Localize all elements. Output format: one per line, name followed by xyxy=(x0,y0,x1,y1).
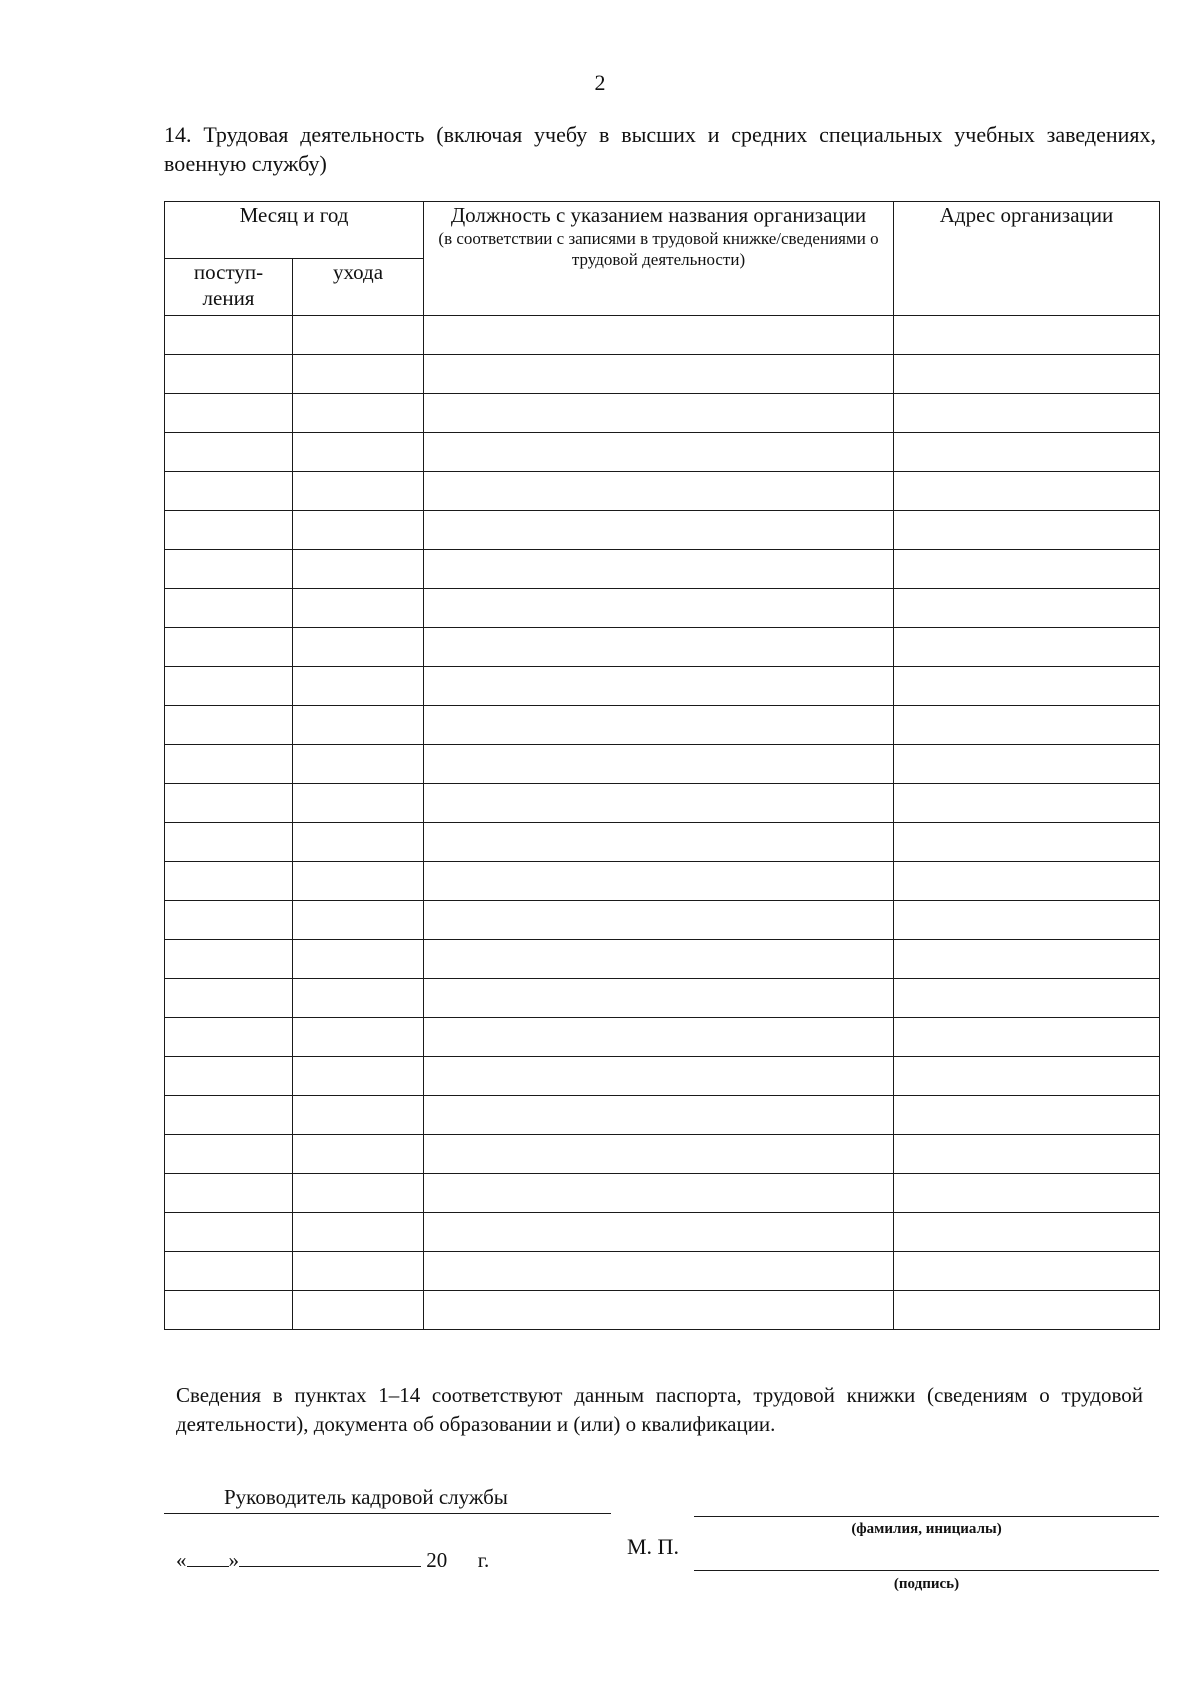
cell-position[interactable] xyxy=(424,1057,894,1096)
section-title: 14. Трудовая деятельность (включая учебу в высших и средних специальных учебных заведениях, военную службу) xyxy=(164,122,1156,176)
cell-address[interactable] xyxy=(894,745,1160,784)
cell-start[interactable] xyxy=(165,472,293,511)
cell-address[interactable] xyxy=(894,979,1160,1018)
table-row xyxy=(165,745,1160,784)
cell-start[interactable] xyxy=(165,1096,293,1135)
cell-end[interactable] xyxy=(293,433,424,472)
table-row xyxy=(165,901,1160,940)
cell-position[interactable] xyxy=(424,823,894,862)
cell-address[interactable] xyxy=(894,1213,1160,1252)
date-day-blank[interactable] xyxy=(187,1546,229,1567)
table-row xyxy=(165,862,1160,901)
cell-position[interactable] xyxy=(424,784,894,823)
verification-statement: Сведения в пунктах 1–14 соответствуют данным паспорта, трудовой книжки (сведениям о трудовой деятельности), документа об образовании и (или) о квалификации. xyxy=(176,1383,1143,1436)
cell-address[interactable] xyxy=(894,589,1160,628)
cell-address[interactable] xyxy=(894,862,1160,901)
table-row xyxy=(165,472,1160,511)
table-row xyxy=(165,1174,1160,1213)
table-row xyxy=(165,628,1160,667)
date-month-blank[interactable] xyxy=(239,1546,421,1567)
cell-start[interactable] xyxy=(165,1291,293,1330)
table-row xyxy=(165,940,1160,979)
cell-position[interactable] xyxy=(424,1135,894,1174)
cell-start[interactable] xyxy=(165,1174,293,1213)
name-caption: (фамилия, инициалы) xyxy=(851,1521,1002,1537)
cell-end[interactable] xyxy=(293,316,424,355)
cell-position[interactable] xyxy=(424,511,894,550)
cell-position[interactable] xyxy=(424,316,894,355)
cell-position[interactable] xyxy=(424,1252,894,1291)
name-line[interactable] xyxy=(694,1516,1159,1517)
table-row xyxy=(165,316,1160,355)
table-row xyxy=(165,1252,1160,1291)
cell-end[interactable] xyxy=(293,628,424,667)
table-row xyxy=(165,511,1160,550)
cell-address[interactable] xyxy=(894,433,1160,472)
table-row xyxy=(165,823,1160,862)
cell-address[interactable] xyxy=(894,1096,1160,1135)
cell-start[interactable] xyxy=(165,628,293,667)
cell-end[interactable] xyxy=(293,550,424,589)
cell-end[interactable] xyxy=(293,472,424,511)
cell-end[interactable] xyxy=(293,1291,424,1330)
cell-address[interactable] xyxy=(894,1018,1160,1057)
signature-caption: (подпись) xyxy=(893,1576,960,1592)
table-row xyxy=(165,706,1160,745)
table-row xyxy=(165,1057,1160,1096)
date-year-suffix: г. xyxy=(477,1548,490,1572)
signature-line[interactable] xyxy=(694,1570,1159,1571)
table-row xyxy=(165,1213,1160,1252)
cell-start[interactable] xyxy=(165,511,293,550)
cell-position[interactable] xyxy=(424,433,894,472)
cell-end[interactable] xyxy=(293,1135,424,1174)
cell-start[interactable] xyxy=(165,1252,293,1291)
cell-address[interactable] xyxy=(894,1174,1160,1213)
cell-position[interactable] xyxy=(424,940,894,979)
cell-start[interactable] xyxy=(165,433,293,472)
cell-address[interactable] xyxy=(894,394,1160,433)
cell-end[interactable] xyxy=(293,1096,424,1135)
cell-start[interactable] xyxy=(165,823,293,862)
cell-position[interactable] xyxy=(424,667,894,706)
cell-address[interactable] xyxy=(894,940,1160,979)
cell-end[interactable] xyxy=(293,901,424,940)
cell-position[interactable] xyxy=(424,745,894,784)
header-position-title: Должность с указанием названия организации xyxy=(450,203,867,227)
hr-head-label: Руководитель кадровой службы xyxy=(224,1485,508,1509)
date-close-quote: » xyxy=(228,1548,239,1572)
cell-address[interactable] xyxy=(894,628,1160,667)
table-row xyxy=(165,1096,1160,1135)
cell-start[interactable] xyxy=(165,355,293,394)
cell-start[interactable] xyxy=(165,940,293,979)
cell-end[interactable] xyxy=(293,823,424,862)
cell-start[interactable] xyxy=(165,706,293,745)
cell-start[interactable] xyxy=(165,550,293,589)
employment-history-table xyxy=(164,201,1160,1330)
cell-position[interactable] xyxy=(424,979,894,1018)
table-row xyxy=(165,1135,1160,1174)
cell-end[interactable] xyxy=(293,745,424,784)
cell-end[interactable] xyxy=(293,862,424,901)
cell-position[interactable] xyxy=(424,628,894,667)
cell-end[interactable] xyxy=(293,784,424,823)
cell-start[interactable] xyxy=(165,316,293,355)
cell-position[interactable] xyxy=(424,1096,894,1135)
table-row xyxy=(165,355,1160,394)
cell-start[interactable] xyxy=(165,1018,293,1057)
table-body xyxy=(165,316,1160,1330)
cell-end[interactable] xyxy=(293,589,424,628)
header-month-year: Месяц и год xyxy=(165,202,424,259)
date-year-gap xyxy=(453,1547,473,1567)
cell-position[interactable] xyxy=(424,1174,894,1213)
date-field xyxy=(176,1546,489,1573)
cell-position[interactable] xyxy=(424,394,894,433)
stamp-label: М. П. xyxy=(627,1534,679,1559)
cell-address[interactable] xyxy=(894,1252,1160,1291)
cell-end[interactable] xyxy=(293,667,424,706)
cell-position[interactable] xyxy=(424,901,894,940)
cell-address[interactable] xyxy=(894,355,1160,394)
cell-end[interactable] xyxy=(293,355,424,394)
cell-end[interactable] xyxy=(293,1213,424,1252)
cell-start[interactable] xyxy=(165,589,293,628)
cell-position[interactable] xyxy=(424,355,894,394)
cell-start[interactable] xyxy=(165,1213,293,1252)
cell-address[interactable] xyxy=(894,667,1160,706)
cell-position[interactable] xyxy=(424,589,894,628)
cell-address[interactable] xyxy=(894,823,1160,862)
cell-address[interactable] xyxy=(894,784,1160,823)
cell-address[interactable] xyxy=(894,1057,1160,1096)
table-row xyxy=(165,667,1160,706)
cell-address[interactable] xyxy=(894,706,1160,745)
cell-position[interactable] xyxy=(424,1213,894,1252)
cell-position[interactable] xyxy=(424,1018,894,1057)
cell-position[interactable] xyxy=(424,550,894,589)
cell-start[interactable] xyxy=(165,1135,293,1174)
cell-end[interactable] xyxy=(293,706,424,745)
cell-start[interactable] xyxy=(165,394,293,433)
cell-position[interactable] xyxy=(424,862,894,901)
cell-end[interactable] xyxy=(293,1252,424,1291)
date-open-quote: « xyxy=(176,1548,187,1572)
table-row xyxy=(165,784,1160,823)
cell-start[interactable] xyxy=(165,901,293,940)
cell-end[interactable] xyxy=(293,979,424,1018)
cell-start[interactable] xyxy=(165,745,293,784)
hr-head-line[interactable] xyxy=(164,1513,611,1514)
header-position xyxy=(424,202,894,316)
cell-address[interactable] xyxy=(894,472,1160,511)
cell-end[interactable] xyxy=(293,1174,424,1213)
cell-position[interactable] xyxy=(424,472,894,511)
table-row xyxy=(165,589,1160,628)
cell-end[interactable] xyxy=(293,511,424,550)
cell-start[interactable] xyxy=(165,1057,293,1096)
cell-end[interactable] xyxy=(293,1018,424,1057)
cell-start[interactable] xyxy=(165,667,293,706)
cell-start[interactable] xyxy=(165,979,293,1018)
cell-position[interactable] xyxy=(424,1291,894,1330)
header-position-note: (в соответствии с записями в трудовой книжке/сведениями о трудовой деятельности) xyxy=(438,229,879,269)
header-address: Адрес организации xyxy=(894,202,1160,316)
cell-end[interactable] xyxy=(293,1057,424,1096)
cell-address[interactable] xyxy=(894,1291,1160,1330)
page-number: 2 xyxy=(594,70,606,95)
table-row xyxy=(165,1291,1160,1330)
header-end: ухода xyxy=(293,259,424,316)
table-row xyxy=(165,1018,1160,1057)
cell-address[interactable] xyxy=(894,901,1160,940)
cell-start[interactable] xyxy=(165,862,293,901)
cell-address[interactable] xyxy=(894,316,1160,355)
cell-address[interactable] xyxy=(894,511,1160,550)
table-row xyxy=(165,550,1160,589)
table-row xyxy=(165,433,1160,472)
table-row xyxy=(165,394,1160,433)
cell-start[interactable] xyxy=(165,784,293,823)
table-row xyxy=(165,979,1160,1018)
header-start: поступ- ления xyxy=(165,259,293,316)
cell-address[interactable] xyxy=(894,1135,1160,1174)
date-century: 20 xyxy=(426,1548,448,1572)
cell-address[interactable] xyxy=(894,550,1160,589)
cell-position[interactable] xyxy=(424,706,894,745)
cell-end[interactable] xyxy=(293,940,424,979)
cell-end[interactable] xyxy=(293,394,424,433)
